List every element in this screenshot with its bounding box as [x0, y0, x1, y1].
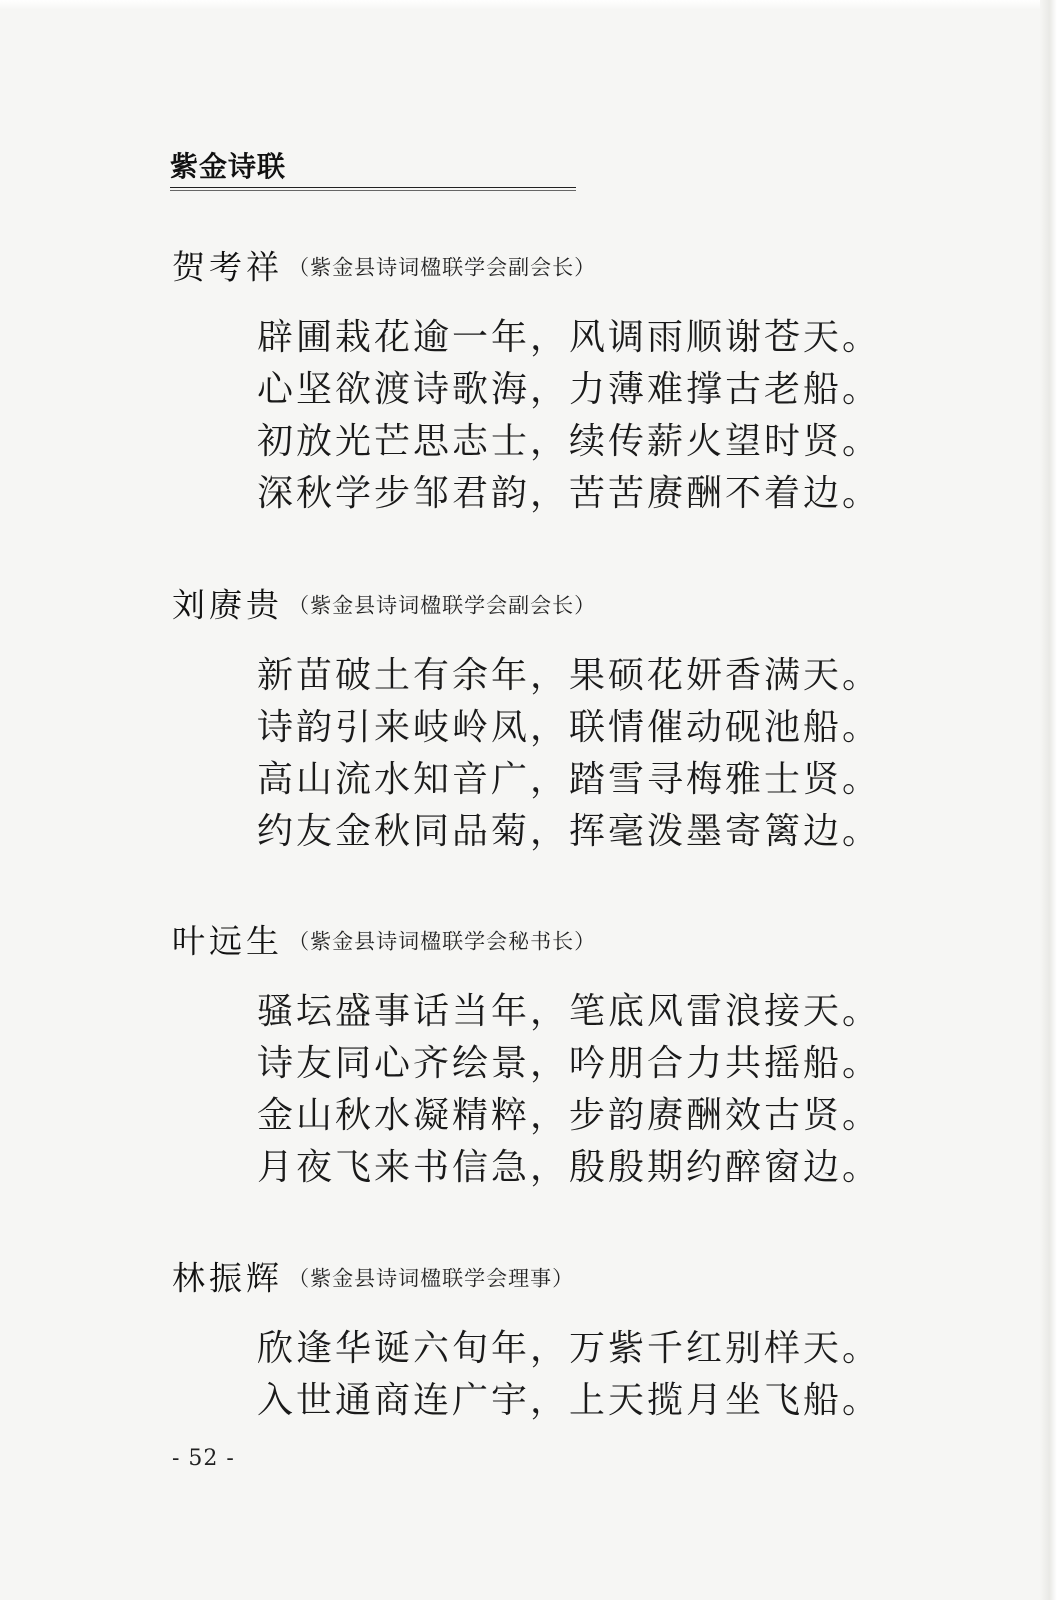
author-line [172, 1255, 892, 1301]
running-header [170, 150, 576, 191]
poem-line: 约友金秋同品菊，挥毫泼墨寄篱边。 [257, 811, 882, 852]
poem-section [172, 1255, 892, 1427]
poem [257, 312, 892, 520]
author-line [172, 244, 892, 290]
header-rule [170, 187, 576, 188]
poem-line: 辟圃栽花逾一年，风调雨顺谢苍天。 [257, 317, 882, 358]
page-top-edge [0, 0, 1064, 10]
page-right-edge [1040, 0, 1064, 1600]
author-name: 刘赓贵 [172, 585, 283, 625]
poem-line: 金山秋水凝精粹，步韵赓酬效古贤。 [257, 1095, 882, 1136]
poem-line: 欣逢华诞六旬年，万紫千红别样天。 [257, 1328, 882, 1369]
poem-line: 骚坛盛事话当年，笔底风雷浪接天。 [257, 991, 882, 1032]
poem [257, 986, 892, 1194]
author-role: （紫金县诗词楹联学会副会长） [288, 593, 597, 618]
header-rule-thin [170, 190, 576, 191]
poem-line: 诗友同心齐绘景，吟朋合力共摇船。 [257, 1043, 882, 1084]
poem-line: 深秋学步邹君韵，苦苦赓酬不着边。 [257, 473, 882, 514]
author-name: 贺考祥 [172, 247, 283, 287]
poem-line: 诗韵引来岐岭凤，联情催动砚池船。 [257, 707, 882, 748]
author-role: （紫金县诗词楹联学会秘书长） [288, 929, 597, 954]
author-line [172, 918, 892, 964]
poem [257, 1323, 892, 1427]
poem-line: 心坚欲渡诗歌海，力薄难撑古老船。 [257, 369, 882, 410]
poem-line: 入世通商连广宇，上天揽月坐飞船。 [257, 1380, 882, 1421]
author-name: 叶远生 [172, 921, 283, 961]
header-title: 紫金诗联 [170, 150, 287, 183]
poem-line: 新苗破土有余年，果硕花妍香满天。 [257, 655, 882, 696]
poem-line: 高山流水知音广，踏雪寻梅雅士贤。 [257, 759, 882, 800]
poem [257, 650, 892, 858]
author-name: 林振辉 [172, 1258, 283, 1298]
poem-section [172, 918, 892, 1194]
poem-line: 月夜飞来书信急，殷殷期约醉窗边。 [257, 1147, 882, 1188]
poem-section [172, 244, 892, 520]
page-number: - 52 - [172, 1446, 235, 1471]
author-role: （紫金县诗词楹联学会副会长） [288, 255, 597, 280]
author-role: （紫金县诗词楹联学会理事） [288, 1266, 575, 1291]
poem-line: 初放光芒思志士，续传薪火望时贤。 [257, 421, 882, 462]
author-line [172, 582, 892, 628]
poem-section [172, 582, 892, 858]
